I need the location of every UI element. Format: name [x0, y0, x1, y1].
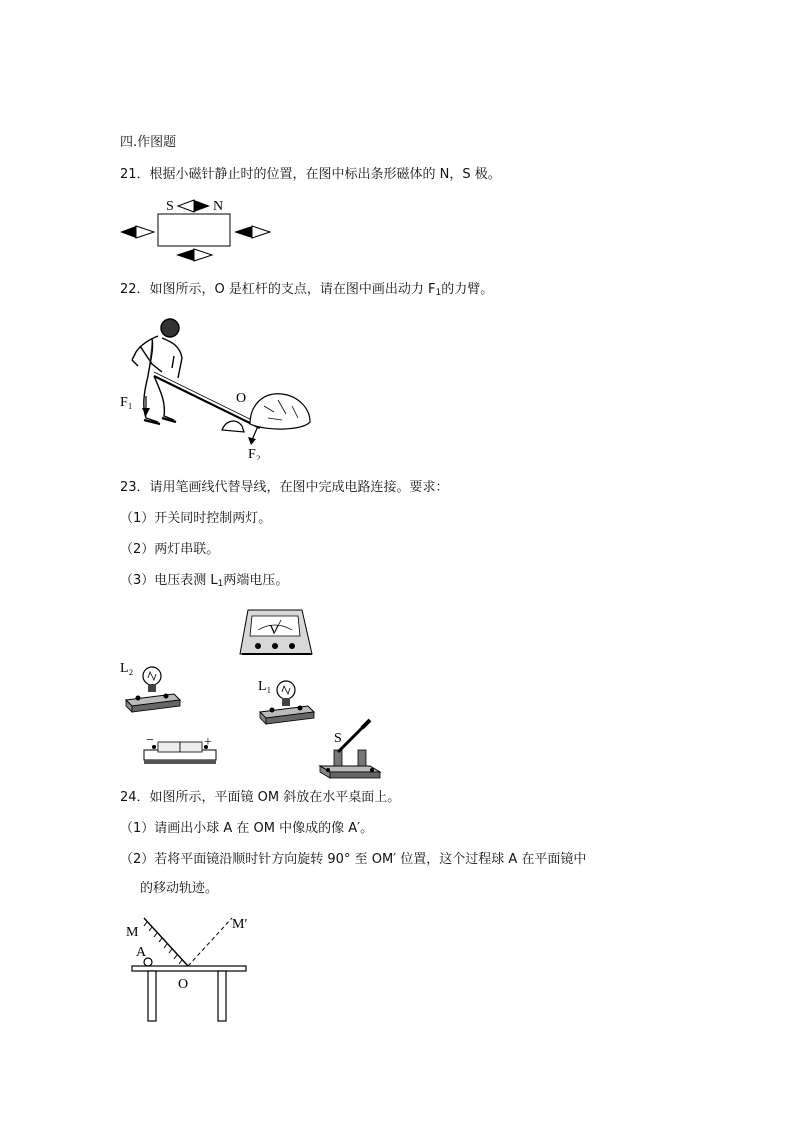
- switch-s: [320, 720, 380, 778]
- table-top: [132, 966, 246, 971]
- battery-minus-label: −: [146, 733, 154, 748]
- needle-label-n: N: [213, 199, 224, 214]
- top-compass-needle: [178, 200, 210, 212]
- label-l2: L₂: [120, 661, 134, 676]
- question-21-text: 21．根据小磁针静止时的位置，在图中标出条形磁体的 N，S 极。: [120, 167, 501, 182]
- needle-label-s: S: [166, 199, 174, 214]
- magnet-figure: [118, 194, 278, 266]
- f2-arrow: [252, 426, 258, 440]
- right-compass-needle: [234, 226, 270, 238]
- table-leg-left: [148, 971, 156, 1021]
- battery-plus-label: +: [204, 735, 212, 750]
- q24-requirement-1: （1）请画出小球 A 在 OM 中像成的像 A′。: [120, 821, 374, 836]
- mirror-figure: [118, 908, 268, 1024]
- label-a: A: [136, 945, 147, 960]
- table-leg-right: [218, 971, 226, 1021]
- label-m-prime: M′: [232, 917, 248, 932]
- requirement-3: （3）电压表测 $L_1$两端电压。: [120, 573, 289, 589]
- voltmeter-label: V: [269, 623, 280, 638]
- label-m: M: [126, 925, 139, 940]
- mirror-om-prime-dashed: [188, 918, 232, 966]
- q24-requirement-2-line1: （2）若将平面镜沿顺时针方向旋转 90° 至 OM′ 位置，这个过程球 A 在平面镜中: [120, 852, 587, 867]
- rock: [250, 394, 310, 429]
- person-illustration: [132, 319, 182, 424]
- question-24-text: 24．如图所示，平面镜 OM 斜放在水平桌面上。: [120, 790, 401, 805]
- fulcrum-stone: [222, 421, 244, 432]
- label-f2: F₂: [248, 447, 261, 460]
- bar-magnet: [158, 214, 230, 246]
- q24-requirement-2-line2: 的移动轨迹。: [140, 881, 219, 896]
- question-22-text: 22．如图所示，O 是杠杆的支点，请在图中画出动力 $F_1$的力臂。: [120, 282, 494, 298]
- bulb-l2: [126, 667, 180, 712]
- bottom-compass-needle: [176, 249, 212, 261]
- label-switch-s: S: [334, 731, 342, 746]
- label-f1: F₁: [120, 395, 133, 410]
- label-o: O: [178, 977, 189, 992]
- requirement-1: （1）开关同时控制两灯。: [120, 511, 272, 526]
- question-23-text: 23．请用笔画线代替导线，在图中完成电路连接。要求：: [120, 480, 449, 495]
- label-o: O: [236, 391, 247, 406]
- left-compass-needle: [120, 226, 154, 238]
- label-l1: L₁: [258, 679, 272, 694]
- lever-figure: [118, 316, 328, 460]
- requirement-2: （2）两灯串联。: [120, 542, 220, 557]
- circuit-figure: [118, 602, 398, 780]
- section-title: 四.作图题: [120, 135, 177, 150]
